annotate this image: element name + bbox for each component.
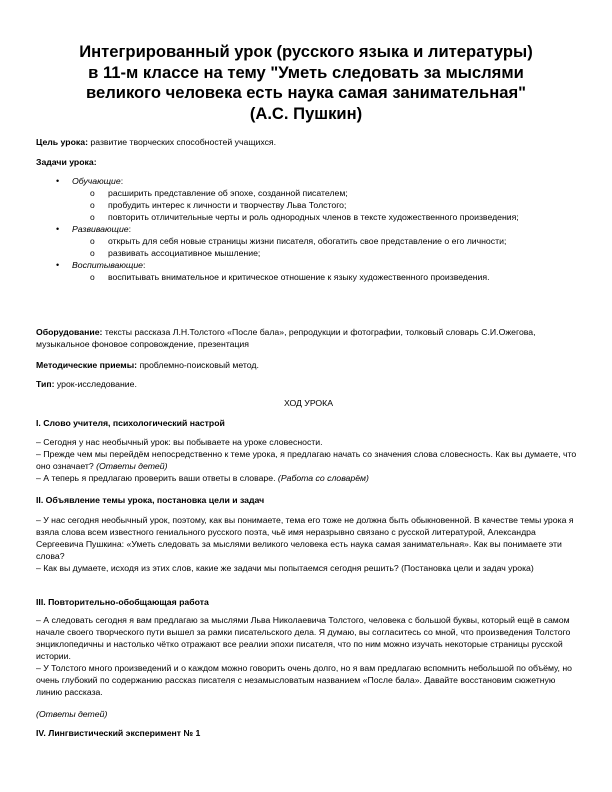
section-2-paragraph: – У нас сегодня необычный урок, поэтому, как вы понимаете, тема его тоже не должна быть обыкновенной. В качестве темы урока я взяла слова всем известного гениального русского поэта, чьё имя неразрывно связано с русской литературой, Александра Сергеевича Пушкина: «Уметь следовать за мыслями великого человека есть наука самая занимательная». Как вы понимаете эти слова? (36, 515, 574, 561)
section-1-paragraph (36, 472, 581, 484)
section-3-answers: (Ответы детей) (36, 709, 108, 719)
section-2-paragraph: – Как вы думаете, исходя из этих слов, какие же задачи мы попытаемся сегодня решить? (Постановка цели и задач урока) (36, 563, 534, 573)
title-line-1: Интегрированный урок (русского языка и литературы) (79, 42, 533, 61)
type-text: урок-исследование. (54, 379, 137, 389)
lesson-goal (36, 136, 581, 148)
task-group-label: Развивающие (72, 224, 129, 234)
list-item: o воспитывать внимательное и критическое отношение к языку художественного произведения. (72, 271, 581, 283)
task-group-teaching (36, 175, 581, 223)
task-sublist (72, 187, 581, 223)
section-1-note: (Ответы детей) (96, 461, 168, 471)
lesson-heading: ХОД УРОКА (283, 398, 334, 408)
section-3-heading: III. Повторительно-обобщающая работа (36, 597, 209, 607)
list-item: o открыть для себя новые страницы жизни писателя, обогатить свое представление о его личности; (72, 235, 581, 247)
page-title (20, 42, 592, 124)
section-3-paragraph: – У Толстого много произведений и о каждом можно говорить очень долго, но я вам предлагаю вспомнить небольшой по объёму, но очень глубокий по содержанию рассказ писателя с незамысловатым названием «После бала». Давайте восстановим сюжетную линию рассказа. (36, 663, 572, 697)
goal-label: Цель урока: (36, 137, 88, 147)
task-group-suffix: : (142, 260, 146, 270)
task-sublist (72, 271, 581, 283)
methods-text: проблемно-поисковый метод. (137, 360, 259, 370)
list-item: o пробудить интерес к личности и творчеству Льва Толстого; (72, 199, 581, 211)
lesson-type (36, 378, 581, 390)
section-1-text: – Прежде чем мы перейдём непосредственно к теме урока, я предлагаю начать со значения слова словесность. Как вы думаете, что оно означает? (36, 449, 577, 471)
section-2-heading: II. Объявление темы урока, постановка цели и задач (36, 495, 265, 505)
title-line-2: в 11-м классе на тему "Уметь следовать за мыслями (88, 62, 524, 82)
equipment-label: Оборудование: (36, 327, 103, 337)
task-group-suffix: : (120, 176, 124, 186)
equipment (36, 326, 581, 350)
tasks-list (36, 175, 581, 283)
list-item: o расширить представление об эпохе, созданной писателем; (72, 187, 581, 199)
list-item: o развивать ассоциативное мышление; (72, 247, 581, 259)
section-1-paragraph: – Сегодня у нас необычный урок: вы побываете на уроке словесности. (36, 437, 323, 447)
section-1-text: – А теперь я предлагаю проверить ваши ответы в словаре. (36, 473, 278, 483)
task-group-educating (36, 259, 581, 283)
section-3-paragraph: – А следовать сегодня я вам предлагаю за мыслями Льва Николаевича Толстого, человека с большой буквы, который ещё в самом начале своего творческого пути вышел за рамки писательского дела. Я думаю, вы согласитесь со мной, что произведения Толстого энциклопедичны и настолько чётко отражают все реалии эпохи писателя, что по ним можно изучать некоторые страницы русской истории. (36, 615, 571, 661)
task-sublist (72, 235, 581, 259)
section-4-heading: IV. Лингвистический эксперимент № 1 (36, 728, 201, 738)
section-1-paragraph (36, 448, 581, 472)
goal-text: развитие творческих способностей учащихся. (87, 137, 277, 147)
section-3-body (36, 614, 581, 698)
methods-label: Методические приемы: (36, 360, 138, 370)
task-group-label: Обучающие (72, 176, 121, 186)
section-1-body (36, 436, 581, 484)
task-group-label: Воспитывающие (72, 260, 143, 270)
list-item: o повторить отличительные черты и роль однородных членов в тексте художественного произведения; (72, 211, 581, 223)
equipment-text: тексты рассказа Л.Н.Толстого «После бала», репродукции и фотографии, толковый словарь С.И.Ожегова, музыкальное фоновое сопровождение, презентация (36, 327, 536, 349)
task-group-developing (36, 223, 581, 259)
section-2-body (36, 514, 581, 574)
section-1-note: (Работа со словарём) (277, 473, 369, 483)
tasks-heading: Задачи урока: (36, 157, 97, 167)
type-label: Тип: (36, 379, 55, 389)
methods (36, 359, 581, 371)
section-1-heading: I. Слово учителя, психологический настрой (36, 418, 225, 428)
title-line-3: великого человека есть наука самая занимательная" (86, 83, 526, 102)
title-line-4: (А.С. Пушкин) (249, 103, 363, 123)
task-group-suffix: : (128, 224, 132, 234)
